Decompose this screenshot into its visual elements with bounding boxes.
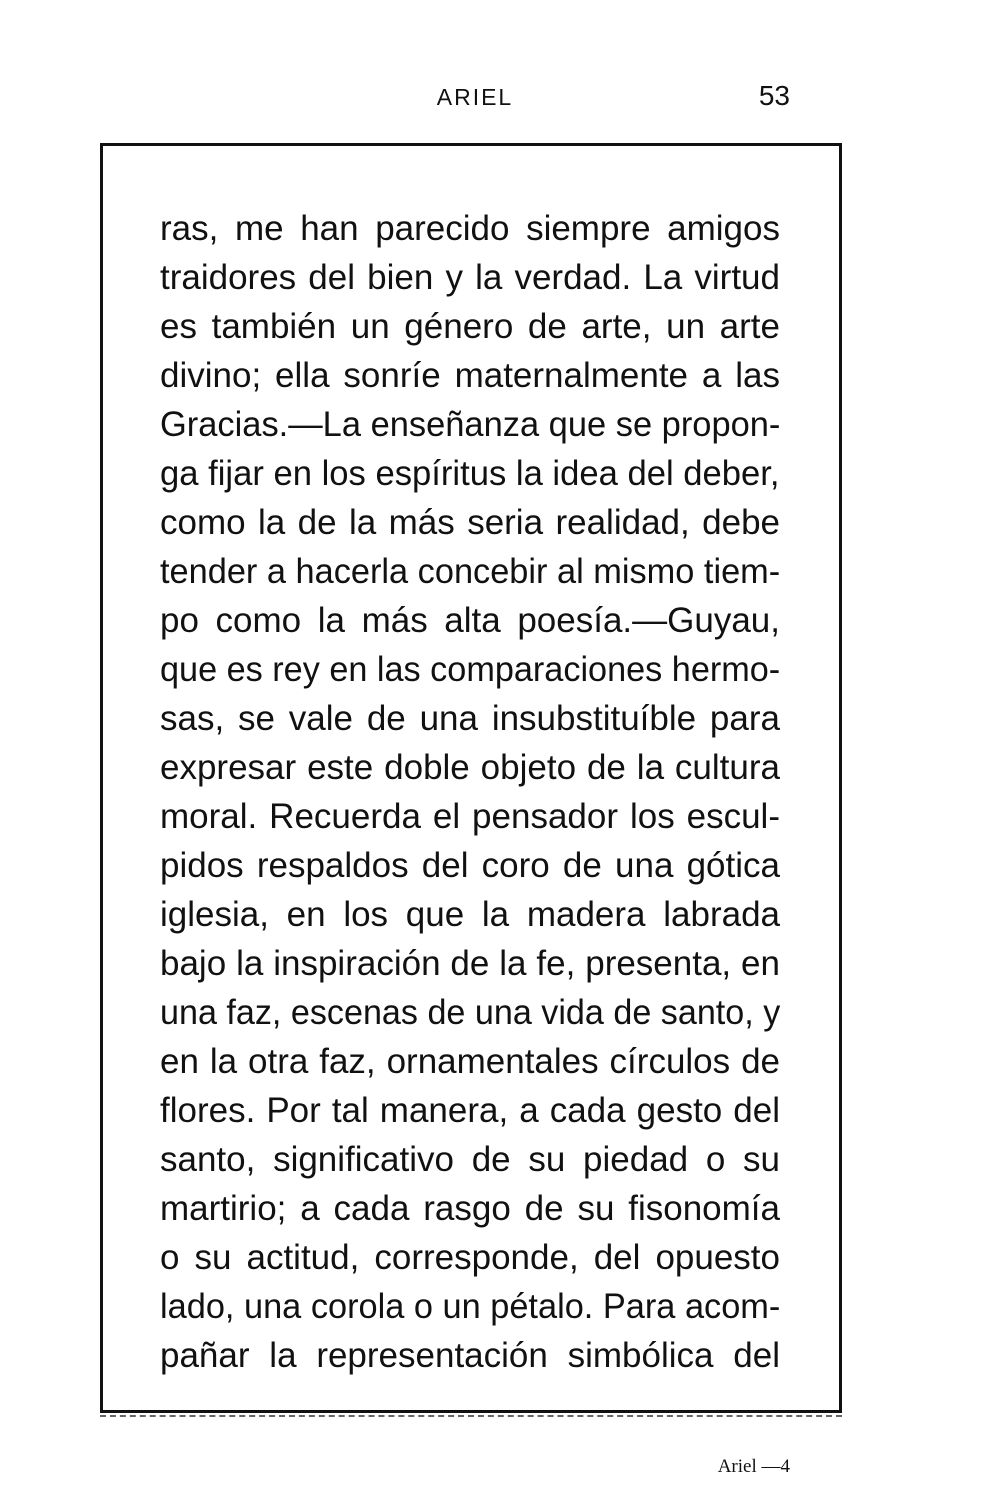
text-line-2: traidores del bien y la verdad. La virtud xyxy=(160,258,780,297)
text-line-11: sas, se vale de una insubstituíble para xyxy=(160,699,780,738)
page-number: 53 xyxy=(758,80,790,111)
text-line-5: Gracias.—La enseñanza que se propon- xyxy=(160,405,781,444)
text-line-10: que es rey en las comparaciones hermo- xyxy=(160,650,781,689)
text-line-22: o su actitud, corresponde, del opuesto xyxy=(160,1238,780,1277)
text-line-9: po como la más alta poesía.—Guyau, xyxy=(160,601,780,640)
text-line-6: ga fijar en los espíritus la idea del deber, xyxy=(160,454,780,493)
text-line-12: expresar este doble objeto de la cultura xyxy=(160,748,780,787)
text-line-23: lado, una corola o un pétalo. Para acom- xyxy=(160,1287,781,1326)
text-line-24: pañar la representación simbólica del xyxy=(160,1336,780,1375)
text-line-4: divino; ella sonríe maternalmente a las xyxy=(160,356,780,395)
signature-mark: Ariel —4 xyxy=(717,1456,790,1477)
text-line-13: moral. Recuerda el pensador los escul- xyxy=(160,797,780,836)
text-line-3: es también un género de arte, un arte xyxy=(160,307,780,346)
running-title: ARIEL xyxy=(436,84,514,110)
text-line-20: santo, significativo de su piedad o su xyxy=(160,1140,780,1179)
text-line-17: una faz, escenas de una vida de santo, y xyxy=(160,993,781,1032)
text-line-16: bajo la inspiración de la fe, presenta, en xyxy=(160,944,780,983)
text-line-14: pidos respaldos del coro de una gótica xyxy=(160,846,780,885)
body-text xyxy=(160,204,780,1380)
text-line-18: en la otra faz, ornamentales círculos de xyxy=(160,1042,780,1081)
text-line-1: ras, me han parecido siempre amigos xyxy=(160,209,780,248)
text-line-15: iglesia, en los que la madera labrada xyxy=(160,895,780,934)
text-line-19: flores. Por tal manera, a cada gesto del xyxy=(160,1091,780,1130)
text-line-21: martirio; a cada rasgo de su fisonomía xyxy=(160,1189,780,1228)
text-line-7: como la de la más seria realidad, debe xyxy=(160,503,780,542)
text-line-8: tender a hacerla concebir al mismo tiem- xyxy=(160,552,781,591)
